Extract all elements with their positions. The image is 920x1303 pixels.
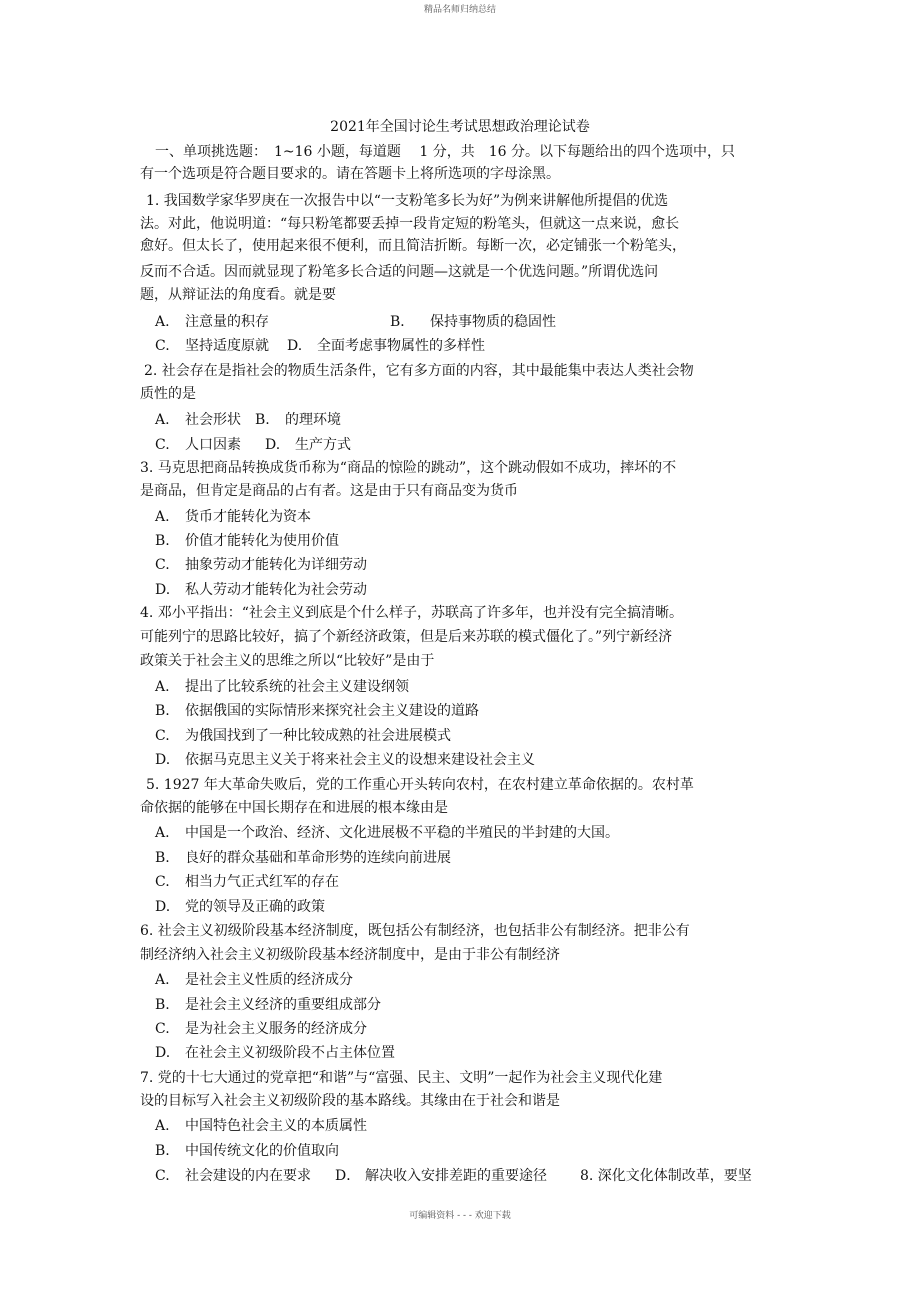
option-letter: B. bbox=[155, 997, 170, 1013]
option-text: 党的领导及正确的政策 bbox=[185, 899, 325, 915]
q4-option-row bbox=[155, 677, 409, 697]
q3-option-row bbox=[155, 531, 339, 551]
q3-option-row bbox=[155, 555, 367, 575]
option-text: 社会形状 bbox=[185, 412, 241, 428]
q7-option-row bbox=[155, 1166, 752, 1186]
q6-stem-line: 制经济纳入社会主义初级阶段基本经济制度中，是由于非公有制经济 bbox=[140, 947, 560, 963]
q2-option-row bbox=[155, 435, 351, 455]
option-text: 解决收入安排差距的重要途径 bbox=[365, 1168, 547, 1184]
option-letter: D. bbox=[265, 437, 281, 453]
next-question-start: 8. 深化文化体制改革，要坚 bbox=[580, 1168, 752, 1184]
option-text: 提出了比较系统的社会主义建设纲领 bbox=[185, 679, 409, 695]
option-letter: A. bbox=[155, 972, 170, 988]
option-text: 坚持适度原就 bbox=[185, 338, 269, 354]
option-text: 货币才能转化为资本 bbox=[185, 509, 311, 525]
q5-stem-line: 命依据的能够在中国长期存在和进展的根本缘由是 bbox=[140, 800, 448, 816]
option-letter: C. bbox=[155, 728, 170, 744]
q5-option-row bbox=[155, 897, 325, 917]
q4-stem-line: 4. 邓小平指出：“社会主义到底是个什么样子，苏联高了许多年，也并没有完全搞清晰。 bbox=[140, 605, 683, 621]
option-text: 良好的群众基础和革命形势的连续向前进展 bbox=[185, 850, 451, 866]
option-letter: C. bbox=[155, 557, 170, 573]
option-letter: D. bbox=[155, 752, 171, 768]
option-letter: A. bbox=[155, 679, 170, 695]
option-letter: D. bbox=[155, 1045, 171, 1061]
q5-option-row bbox=[155, 872, 339, 892]
q5-stem-line: 5. 1927 年大革命失败后，党的工作重心开头转向农村，在农村建立革命依据的。农村革 bbox=[146, 777, 694, 793]
option-letter: B. bbox=[155, 703, 170, 719]
q5-option-row bbox=[155, 848, 451, 868]
q1-option-row bbox=[155, 312, 556, 332]
q1-option-row bbox=[155, 336, 485, 356]
q1-stem-line: 1. 我国数学家华罗庚在一次报告中以“一支粉笔多长为好”为例来讲解他所提倡的优选 bbox=[146, 193, 669, 209]
option-letter: D. bbox=[155, 582, 171, 598]
q7-stem-line: 7. 党的十七大通过的党章把“和谐”与“富强、民主、文明”一起作为社会主义现代化建 bbox=[140, 1070, 663, 1086]
q2-option-row bbox=[155, 410, 341, 430]
option-letter: D． bbox=[335, 1168, 361, 1184]
option-text: 中国传统文化的价值取向 bbox=[185, 1143, 339, 1159]
option-text: 私人劳动才能转化为社会劳动 bbox=[185, 582, 367, 598]
option-letter: B. bbox=[155, 1143, 170, 1159]
option-text: 注意量的积存 bbox=[185, 314, 269, 330]
option-text: 人口因素 bbox=[185, 437, 241, 453]
option-letter: A. bbox=[155, 314, 170, 330]
q6-option-row bbox=[155, 995, 381, 1015]
exam-title: 2021年全国讨论生考试思想政治理论试卷 bbox=[330, 119, 590, 135]
q1-stem-line: 题，从辩证法的角度看。就是要 bbox=[140, 287, 336, 303]
option-text: 价值才能转化为使用价值 bbox=[185, 533, 339, 549]
option-letter: C. bbox=[155, 874, 170, 890]
q1-stem-line: 法。对此，他说明道：“每只粉笔都要丢掉一段肯定短的粉笔头，但就这一点来说，愈长 bbox=[140, 216, 680, 232]
q3-stem-line: 3. 马克思把商品转换成货币称为“商品的惊险的跳动”，这个跳动假如不成功，摔坏的不 bbox=[140, 460, 677, 476]
q7-option-row bbox=[155, 1141, 339, 1161]
q5-option-row bbox=[155, 823, 619, 843]
q4-option-row bbox=[155, 701, 479, 721]
q3-option-row bbox=[155, 580, 367, 600]
option-letter: A. bbox=[155, 412, 170, 428]
option-letter: C. bbox=[155, 1168, 170, 1184]
q4-stem-line: 可能列宁的思路比较好，搞了个新经济政策，但是后来苏联的模式僵化了。”列宁新经济 bbox=[140, 629, 673, 645]
option-text: 中国是一个政治、经济、文化进展极不平稳的半殖民的半封建的大国。 bbox=[185, 825, 619, 841]
option-letter: D. bbox=[287, 338, 303, 354]
option-text: 相当力气正式红军的存在 bbox=[185, 874, 339, 890]
option-letter: C. bbox=[155, 338, 170, 354]
q3-option-row bbox=[155, 507, 311, 527]
q1-stem-line: 反而不合适。因而就显现了粉笔多长合适的问题—这就是一个优选问题。”所谓优选问 bbox=[140, 264, 659, 280]
q6-option-row bbox=[155, 1019, 367, 1039]
option-text: 为俄国找到了一种比较成熟的社会进展模式 bbox=[185, 728, 451, 744]
q6-stem-line: 6. 社会主义初级阶段基本经济制度，既包括公有制经济，也包括非公有制经济。把非公有 bbox=[140, 923, 690, 939]
q1-stem-line: 愈好。但太长了，使用起来很不便利，而且简洁折断。每断一次，必定铺张一个粉笔头， bbox=[140, 238, 686, 254]
q6-option-row bbox=[155, 1043, 395, 1063]
q6-option-row bbox=[155, 970, 353, 990]
q4-stem-line: 政策关于社会主义的思维之所以“比较好”是由于 bbox=[140, 653, 435, 669]
option-letter: C. bbox=[155, 1021, 170, 1037]
option-text: 抽象劳动才能转化为详细劳动 bbox=[185, 557, 367, 573]
option-text: 是为社会主义服务的经济成分 bbox=[185, 1021, 367, 1037]
option-text: 中国特色社会主义的本质属性 bbox=[185, 1118, 367, 1134]
option-letter: C. bbox=[155, 437, 170, 453]
option-letter: A. bbox=[155, 509, 170, 525]
option-letter: B． bbox=[390, 314, 415, 330]
q3-stem-line: 是商品，但肯定是商品的占有者。这是由于只有商品变为货币 bbox=[140, 483, 518, 499]
option-letter: A. bbox=[155, 825, 170, 841]
option-letter: B. bbox=[255, 412, 270, 428]
option-text: 是社会主义经济的重要组成部分 bbox=[185, 997, 381, 1013]
option-text: 保持事物质的稳固性 bbox=[430, 314, 556, 330]
option-letter: B. bbox=[155, 850, 170, 866]
q7-option-row bbox=[155, 1116, 367, 1136]
option-letter: D. bbox=[155, 899, 171, 915]
option-letter: A. bbox=[155, 1118, 170, 1134]
instructions-line-2: 有一个选项是符合题目要求的。请在答题卡上将所选项的字母涂黑。 bbox=[140, 166, 560, 182]
option-text: 全面考虑事物属性的多样性 bbox=[317, 338, 485, 354]
option-text: 依据俄国的实际情形来探究社会主义建设的道路 bbox=[185, 703, 479, 719]
option-text: 依据马克思主义关于将来社会主义的设想来建设社会主义 bbox=[185, 752, 535, 768]
option-letter: B. bbox=[155, 533, 170, 549]
q7-stem-line: 设的目标写入社会主义初级阶段的基本路线。其缘由在于社会和谐是 bbox=[140, 1093, 560, 1109]
q4-option-row bbox=[155, 726, 451, 746]
page-footer-note: 可编辑资料 - - - 欢迎下载 bbox=[409, 1211, 511, 1221]
option-text: 在社会主义初级阶段不占主体位置 bbox=[185, 1045, 395, 1061]
q4-option-row bbox=[155, 750, 535, 770]
option-text: 生产方式 bbox=[295, 437, 351, 453]
instructions-line-1: 一、单项挑选题： 1~16 小题，每道题 1 分，共 16 分。以下每题给出的四个选项中，只 bbox=[155, 144, 735, 160]
option-text: 是社会主义性质的经济成分 bbox=[185, 972, 353, 988]
option-text: 的理环境 bbox=[285, 412, 341, 428]
page-header-note: 精品名师归纳总结 bbox=[423, 5, 496, 15]
q2-stem-line: 2. 社会存在是指社会的物质生活条件，它有多方面的内容，其中最能集中表达人类社会物 bbox=[144, 363, 694, 379]
q2-stem-line: 质性的是 bbox=[140, 386, 196, 402]
option-text: 社会建设的内在要求 bbox=[185, 1168, 311, 1184]
